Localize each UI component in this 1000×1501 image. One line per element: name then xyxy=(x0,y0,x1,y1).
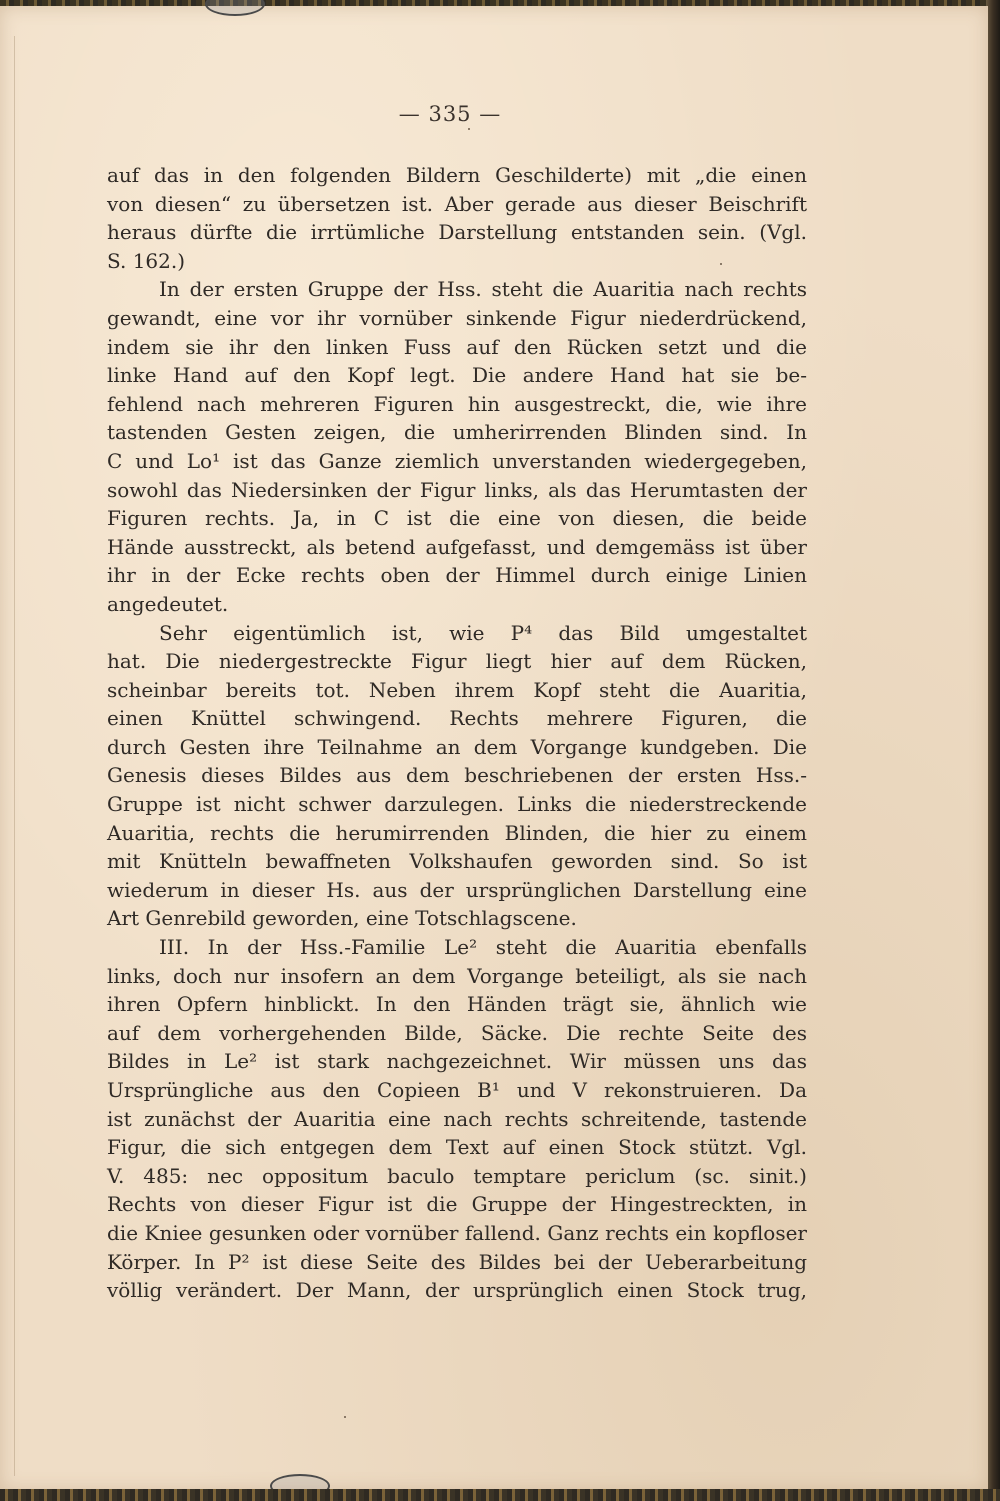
text-line: ist zunächst der Auaritia eine nach rechts schreitende, tastende xyxy=(107,1106,807,1131)
text-line: hat. Die niedergestreckte Figur liegt hier auf dem Rücken, xyxy=(107,649,807,674)
text-line: Sehr eigentümlich ist, wie P⁴ das Bild umgestaltet xyxy=(159,620,807,645)
text-line: gewandt, eine vor ihr vornüber sinkende Figur niederdrückend, xyxy=(107,305,807,330)
text-line: auf das in den folgenden Bildern Geschilderte) mit „die einen xyxy=(107,163,807,187)
text-line: heraus dürfte die irrtümliche Darstellung entstanden sein. (Vgl. xyxy=(107,220,807,245)
text-line: Rechts von dieser Figur ist die Gruppe der Hingestreckten, in xyxy=(107,1192,807,1217)
text-line: Figur, die sich entgegen dem Text auf einen Stock stützt. Vgl. xyxy=(107,1135,807,1160)
text-line: angedeutet. xyxy=(107,591,229,616)
text-line: Ursprüngliche aus den Copieen B¹ und V rekonstruieren. Da xyxy=(107,1078,807,1102)
text-line: III. In der Hss.-Familie Le² steht die Auaritia ebenfalls xyxy=(159,935,807,960)
page-number: — 335 — xyxy=(398,102,502,126)
text-line: fehlend nach mehreren Figuren hin ausgestreckt, die, wie ihre xyxy=(107,391,807,416)
text-line: auf dem vorhergehenden Bilde, Säcke. Die rechte Seite des xyxy=(107,1020,807,1045)
text-line: wiederum in dieser Hs. aus der ursprünglichen Darstellung eine xyxy=(107,877,807,902)
text-line: Genesis dieses Bildes aus dem beschriebenen der ersten Hss.- xyxy=(107,763,807,788)
text-line: ihr in der Ecke rechts oben der Himmel durch einige Linien xyxy=(107,563,807,588)
text-line: Figuren rechts. Ja, in C ist die eine von diesen, die beide xyxy=(107,506,807,531)
ink-speck xyxy=(344,1416,346,1418)
ink-speck xyxy=(468,128,470,130)
page-sheet xyxy=(0,6,988,1491)
text-line: Bildes in Le² ist stark nachgezeichnet. Wir müssen uns das xyxy=(107,1049,807,1074)
text-line: S. 162.) xyxy=(107,248,186,273)
text-line: Art Genrebild geworden, eine Totschlagscene. xyxy=(107,906,577,931)
text-line: In der ersten Gruppe der Hss. steht die Auaritia nach rechts xyxy=(159,277,807,302)
text-line: scheinbar bereits tot. Neben ihrem Kopf steht die Auaritia, xyxy=(107,677,807,702)
text-line: linke Hand auf den Kopf legt. Die andere Hand hat sie be- xyxy=(107,363,807,388)
text-line: indem sie ihr den linken Fuss auf den Rücken setzt und die xyxy=(107,334,807,359)
text-line: C und Lo¹ ist das Ganze ziemlich unverstanden wiedergegeben, xyxy=(107,448,807,473)
text-line: von diesen“ zu übersetzen ist. Aber gerade aus dieser Beischrift xyxy=(107,191,807,216)
text-line: einen Knüttel schwingend. Rechts mehrere Figuren, die xyxy=(107,706,807,731)
text-line: die Kniee gesunken oder vornüber fallend. Ganz rechts ein kopfloser xyxy=(107,1220,807,1245)
text-line: ihren Opfern hinblickt. In den Händen trägt sie, ähnlich wie xyxy=(107,992,807,1017)
book-right-edge xyxy=(986,0,1000,1501)
text-line: völlig verändert. Der Mann, der ursprünglich einen Stock trug, xyxy=(107,1278,807,1303)
body-text xyxy=(107,161,807,1305)
ink-speck xyxy=(720,263,722,265)
text-line: tastenden Gesten zeigen, die umherirrenden Blinden sind. In xyxy=(107,420,807,445)
text-line: Hände ausstreckt, als betend aufgefasst, und demgemäss ist über xyxy=(107,534,807,559)
text-line: Gruppe ist nicht schwer darzulegen. Links die niederstreckende xyxy=(107,792,807,817)
text-line: V. 485: nec oppositum baculo temptare periclum (sc. sinit.) xyxy=(107,1163,807,1188)
text-line: sowohl das Niedersinken der Figur links, als das Herumtasten der xyxy=(107,477,807,502)
page-gutter-line xyxy=(14,36,15,1476)
text-line: durch Gesten ihre Teilnahme an dem Vorgange kundgeben. Die xyxy=(107,734,807,759)
text-line: Körper. In P² ist diese Seite des Bildes bei der Ueberarbeitung xyxy=(107,1249,807,1274)
text-line: Auaritia, rechts die herumirrenden Blinden, die hier zu einem xyxy=(107,820,807,845)
book-bottom-edge xyxy=(0,1489,1000,1501)
text-line: links, doch nur insofern an dem Vorgange beteiligt, als sie nach xyxy=(107,963,807,988)
text-line: mit Knütteln bewaffneten Volkshaufen geworden sind. So ist xyxy=(107,849,807,874)
